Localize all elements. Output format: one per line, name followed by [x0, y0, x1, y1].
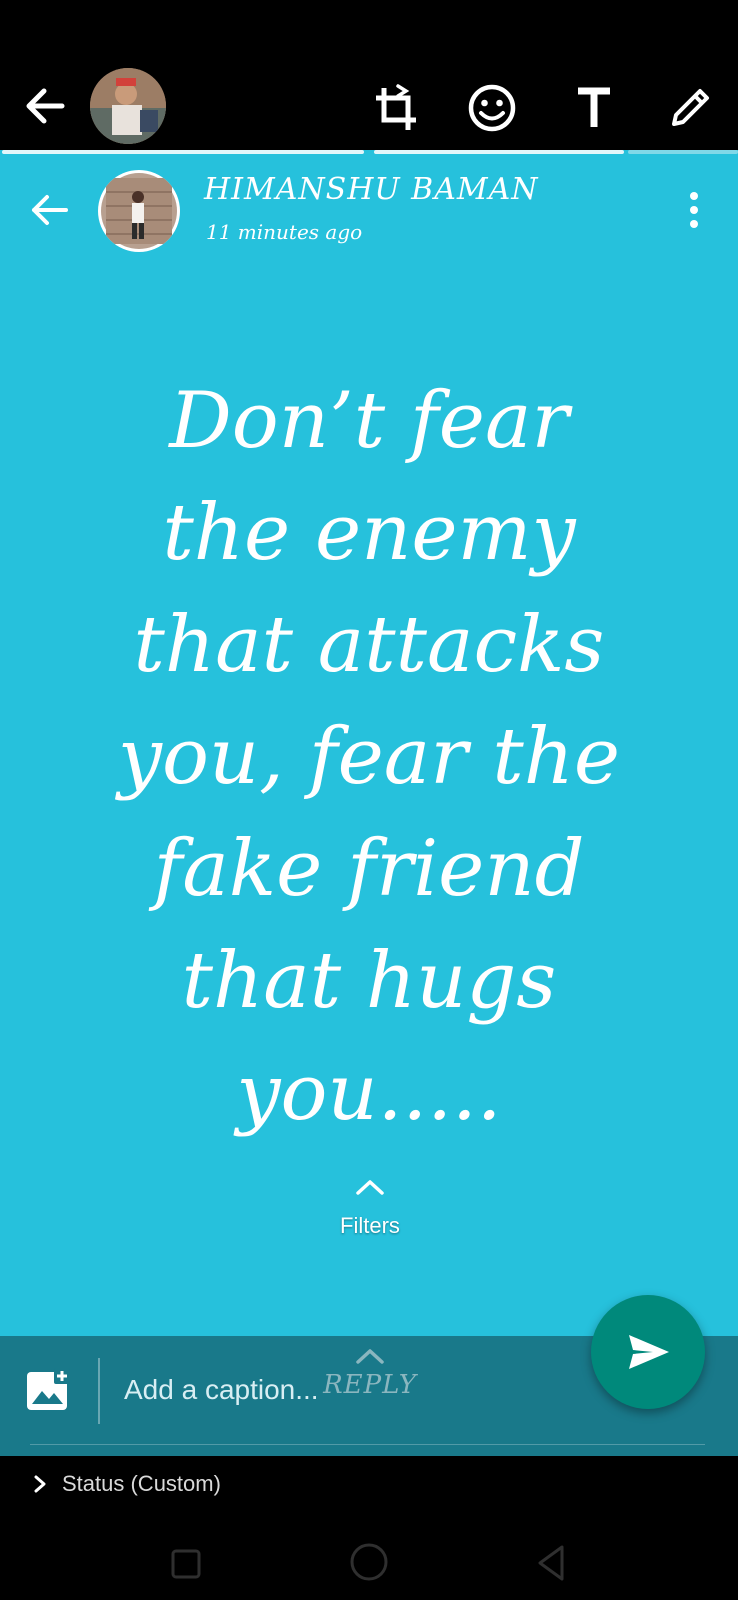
add-photo-icon: [24, 1366, 72, 1414]
avatar-photo: [90, 68, 166, 144]
caption-input[interactable]: Add a caption...: [124, 1374, 319, 1405]
emoji-button[interactable]: [464, 80, 520, 136]
chevron-right-icon: [30, 1474, 50, 1494]
nav-back-button[interactable]: [528, 1538, 576, 1588]
chevron-up-icon: [352, 1344, 388, 1368]
filters-toggle[interactable]: [318, 1175, 422, 1255]
status-timestamp: 11 minutes ago: [206, 220, 363, 244]
filters-label: Filters: [340, 1213, 400, 1238]
add-media-button[interactable]: [24, 1366, 72, 1414]
more-vert-icon: [676, 188, 712, 232]
text-icon: [566, 80, 622, 136]
status-back-button[interactable]: [24, 184, 76, 236]
chevron-up-icon: [352, 1175, 388, 1199]
crop-rotate-icon: [368, 82, 424, 138]
status-quote-text: Don’t fear the enemy that attacks you, fear the fake friend that hugs you.....: [117, 376, 621, 1138]
audience-label: Status (Custom): [62, 1471, 221, 1496]
crop-rotate-button[interactable]: [368, 82, 424, 138]
arrow-left-icon: [18, 78, 74, 134]
editor-toolbar: [0, 0, 738, 150]
status-avatar-photo: [98, 170, 180, 252]
reply-toggle[interactable]: [318, 1344, 422, 1444]
progress-segment-1: [2, 150, 364, 154]
status-avatar[interactable]: [98, 170, 180, 252]
caption-underline: [30, 1444, 705, 1445]
emoji-icon: [464, 80, 520, 136]
back-button[interactable]: [18, 78, 74, 134]
square-icon: [162, 1540, 210, 1588]
nav-home-button[interactable]: [344, 1536, 394, 1588]
bottom-area: [0, 1456, 738, 1600]
text-button[interactable]: [566, 80, 622, 136]
reply-label: REPLY: [323, 1370, 417, 1400]
status-author-name: HIMANSHU BAMAN: [204, 172, 539, 207]
pencil-button[interactable]: [662, 80, 718, 136]
pencil-icon: [662, 80, 718, 136]
nav-recents-button[interactable]: [162, 1540, 210, 1588]
send-icon: [591, 1295, 705, 1409]
circle-icon: [344, 1536, 394, 1588]
caption-separator: [98, 1358, 100, 1424]
status-preview[interactable]: [0, 150, 738, 1336]
send-button[interactable]: [591, 1295, 705, 1409]
progress-segment-2: [374, 150, 624, 154]
more-options-button[interactable]: [676, 188, 712, 232]
triangle-back-icon: [528, 1538, 576, 1588]
progress-segment-3: [628, 150, 738, 154]
avatar[interactable]: [90, 68, 166, 144]
arrow-left-icon: [24, 184, 76, 236]
audience-selector[interactable]: [30, 1466, 221, 1502]
